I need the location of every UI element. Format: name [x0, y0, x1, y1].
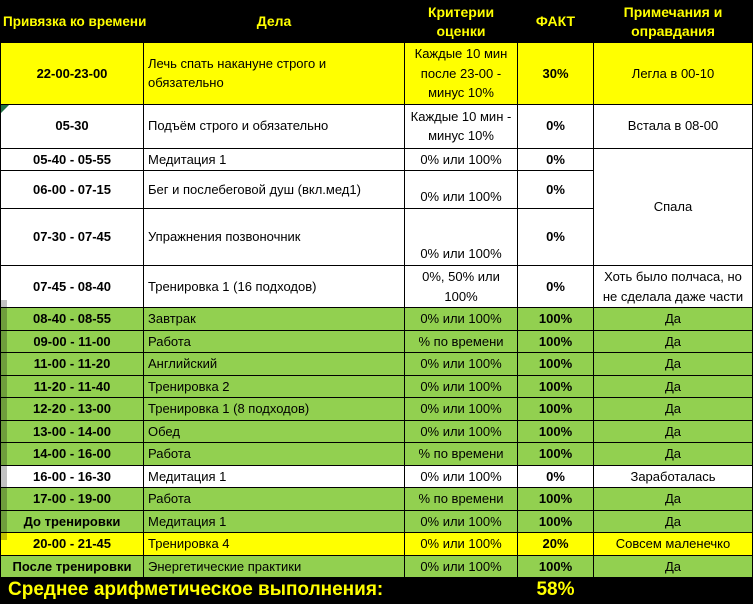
cell-note[interactable]: Хоть было полчаса, но не сделала даже части	[594, 266, 753, 308]
cell-note[interactable]: Заработалась	[594, 465, 753, 488]
cell-note[interactable]: Да	[594, 330, 753, 353]
cell-fact[interactable]: 0%	[518, 209, 594, 266]
summary-row	[1, 578, 753, 604]
header-cell-task[interactable]: Дела	[144, 1, 405, 43]
header-row	[1, 1, 753, 43]
cell-task[interactable]: Обед	[144, 420, 405, 443]
cell-time[interactable]: 05-40 - 05-55	[1, 148, 144, 171]
cell-criteria[interactable]: 0% или 100%	[405, 353, 518, 376]
cell-criteria[interactable]: 0% или 100%	[405, 420, 518, 443]
table-row	[1, 510, 753, 533]
error-corner-icon	[1, 105, 9, 113]
cell-fact[interactable]: 100%	[518, 420, 594, 443]
cell-fact[interactable]: 100%	[518, 353, 594, 376]
cell-task[interactable]: Английский	[144, 353, 405, 376]
cell-task[interactable]: Медитация 1	[144, 510, 405, 533]
header-cell-time[interactable]: Привязка ко времени	[1, 1, 144, 43]
cell-task[interactable]: Тренировка 1 (16 подходов)	[144, 266, 405, 308]
cell-fact[interactable]: 100%	[518, 488, 594, 511]
cell-task[interactable]: Медитация 1	[144, 465, 405, 488]
header-cell-criteria[interactable]: Критерии оценки	[405, 1, 518, 43]
cell-fact[interactable]: 100%	[518, 375, 594, 398]
cell-fact[interactable]: 20%	[518, 533, 594, 556]
cell-time[interactable]: 22-00-23-00	[1, 43, 144, 105]
cell-task[interactable]: Тренировка 4	[144, 533, 405, 556]
cell-time[interactable]: 08-40 - 08-55	[1, 308, 144, 331]
cell-task[interactable]: Работа	[144, 443, 405, 466]
cell-time[interactable]: 05-30	[1, 104, 144, 148]
schedule-body	[1, 43, 753, 578]
cell-note[interactable]: Да	[594, 353, 753, 376]
table-row	[1, 266, 753, 308]
header-cell-fact[interactable]: ФАКТ	[518, 1, 594, 43]
cell-note[interactable]: Да	[594, 443, 753, 466]
cell-task[interactable]: Завтрак	[144, 308, 405, 331]
table-row	[1, 488, 753, 511]
cell-fact[interactable]: 0%	[518, 171, 594, 209]
cell-criteria[interactable]: 0% или 100%	[405, 148, 518, 171]
cell-criteria[interactable]: 0% или 100%	[405, 209, 518, 266]
cell-note[interactable]: Да	[594, 420, 753, 443]
summary-value: 58%	[518, 578, 594, 604]
cell-time[interactable]: 06-00 - 07-15	[1, 171, 144, 209]
cell-note[interactable]: Да	[594, 375, 753, 398]
cell-task[interactable]: Энергетические практики	[144, 555, 405, 578]
cell-fact[interactable]: 100%	[518, 398, 594, 421]
cell-fact[interactable]: 30%	[518, 43, 594, 105]
cell-time[interactable]: До тренировки	[1, 510, 144, 533]
cell-note[interactable]: Легла в 00-10	[594, 43, 753, 105]
cell-note[interactable]: Да	[594, 398, 753, 421]
table-row	[1, 398, 753, 421]
cell-criteria[interactable]: 0% или 100%	[405, 375, 518, 398]
table-row	[1, 420, 753, 443]
summary-empty-cell	[594, 578, 753, 604]
cell-time[interactable]: 13-00 - 14-00	[1, 420, 144, 443]
cell-note[interactable]: Встала в 08-00	[594, 104, 753, 148]
cell-time[interactable]: 11-00 - 11-20	[1, 353, 144, 376]
cell-criteria[interactable]: 0% или 100%	[405, 398, 518, 421]
cell-note[interactable]: Да	[594, 555, 753, 578]
table-row	[1, 555, 753, 578]
cell-time[interactable]: После тренировки	[1, 555, 144, 578]
cell-note[interactable]: Да	[594, 488, 753, 511]
cell-fact[interactable]: 100%	[518, 510, 594, 533]
cell-fact[interactable]: 100%	[518, 308, 594, 331]
table-row	[1, 330, 753, 353]
table-row	[1, 353, 753, 376]
cell-criteria[interactable]: 0% или 100%	[405, 171, 518, 209]
cell-time[interactable]: 16-00 - 16-30	[1, 465, 144, 488]
cell-criteria[interactable]: Каждые 10 мин после 23-00 - минус 10%	[405, 43, 518, 105]
cell-criteria[interactable]: Каждые 10 мин - минус 10%	[405, 104, 518, 148]
cell-task[interactable]: Упражнения позвоночник	[144, 209, 405, 266]
table-row	[1, 104, 753, 148]
cell-fact[interactable]: 0%	[518, 266, 594, 308]
cell-time[interactable]: 07-45 - 08-40	[1, 266, 144, 308]
table-row	[1, 43, 753, 105]
cell-task[interactable]: Тренировка 2	[144, 375, 405, 398]
cell-fact[interactable]: 0%	[518, 148, 594, 171]
cell-time[interactable]: 20-00 - 21-45	[1, 533, 144, 556]
cell-task[interactable]: Подъём строго и обязательно	[144, 104, 405, 148]
header-cell-notes[interactable]: Примечания и оправдания	[594, 1, 753, 43]
cell-note[interactable]: Спала	[594, 148, 753, 266]
cell-task[interactable]: Медитация 1	[144, 148, 405, 171]
cell-criteria[interactable]: 0% или 100%	[405, 533, 518, 556]
cell-note[interactable]: Да	[594, 510, 753, 533]
table-header	[1, 1, 753, 43]
cell-criteria[interactable]: 0% или 100%	[405, 465, 518, 488]
cell-fact[interactable]: 100%	[518, 330, 594, 353]
cell-criteria[interactable]: % по времени	[405, 330, 518, 353]
cell-criteria[interactable]: % по времени	[405, 488, 518, 511]
cell-time[interactable]: 07-30 - 07-45	[1, 209, 144, 266]
cell-criteria[interactable]: 0% или 100%	[405, 308, 518, 331]
summary-label: Среднее арифметическое выполнения:	[1, 578, 518, 604]
cell-time[interactable]: 11-20 - 11-40	[1, 375, 144, 398]
table-row	[1, 308, 753, 331]
cell-task[interactable]: Работа	[144, 330, 405, 353]
cell-time[interactable]: 09-00 - 11-00	[1, 330, 144, 353]
cell-task[interactable]: Тренировка 1 (8 подходов)	[144, 398, 405, 421]
cell-task[interactable]: Работа	[144, 488, 405, 511]
table-row	[1, 533, 753, 556]
cell-fact[interactable]: 0%	[518, 104, 594, 148]
table-row	[1, 148, 753, 171]
cell-time[interactable]: 14-00 - 16-00	[1, 443, 144, 466]
cell-criteria[interactable]: 0%, 50% или 100%	[405, 266, 518, 308]
table-row	[1, 443, 753, 466]
cell-time[interactable]: 17-00 - 19-00	[1, 488, 144, 511]
cell-task[interactable]: Лечь спать накануне строго и обязательно	[144, 43, 405, 105]
table-row	[1, 465, 753, 488]
table-row	[1, 375, 753, 398]
cell-fact[interactable]: 100%	[518, 443, 594, 466]
cell-note[interactable]: Да	[594, 308, 753, 331]
cell-fact[interactable]: 100%	[518, 555, 594, 578]
cell-time[interactable]: 12-20 - 13-00	[1, 398, 144, 421]
cell-task[interactable]: Бег и послебеговой душ (вкл.мед1)	[144, 171, 405, 209]
cell-criteria[interactable]: 0% или 100%	[405, 510, 518, 533]
cell-criteria[interactable]: 0% или 100%	[405, 555, 518, 578]
cell-criteria[interactable]: % по времени	[405, 443, 518, 466]
cell-note[interactable]: Совсем маленечко	[594, 533, 753, 556]
table-footer	[1, 578, 753, 604]
cell-fact[interactable]: 0%	[518, 465, 594, 488]
